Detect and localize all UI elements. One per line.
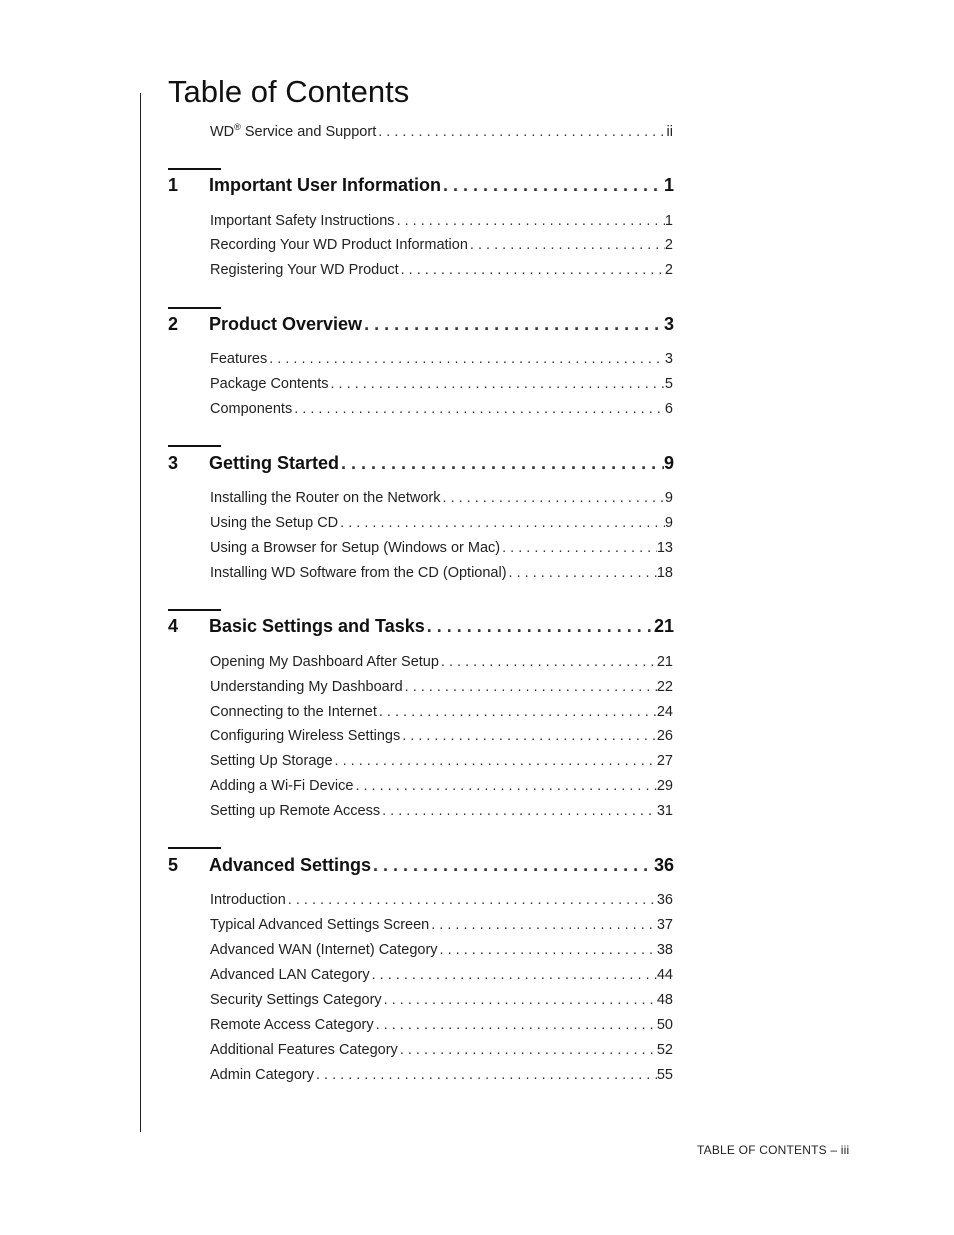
toc-entry[interactable] xyxy=(210,374,673,394)
dot-leader xyxy=(441,173,664,197)
toc-entry[interactable] xyxy=(210,915,673,935)
chapter-rule xyxy=(168,847,221,849)
dot-leader xyxy=(382,990,657,1010)
toc-entry-label: Admin Category xyxy=(210,1067,314,1083)
dot-leader xyxy=(500,538,657,558)
toc-entry[interactable] xyxy=(210,776,673,796)
dot-leader xyxy=(380,801,657,821)
toc-page-number: 37 xyxy=(656,917,673,933)
dot-leader xyxy=(362,312,664,336)
toc-chapter-5[interactable] xyxy=(168,853,674,877)
toc-entry[interactable] xyxy=(210,260,673,280)
toc-page-number: 6 xyxy=(664,401,673,417)
dot-leader xyxy=(371,853,654,877)
dot-leader xyxy=(267,349,665,369)
toc-page-number: 48 xyxy=(656,992,673,1008)
dot-leader xyxy=(333,751,657,771)
toc-page-number: 21 xyxy=(656,654,673,670)
toc-chapter-4[interactable] xyxy=(168,614,674,638)
toc-entry[interactable] xyxy=(210,652,673,672)
toc-page-number: 9 xyxy=(664,490,673,506)
dot-leader xyxy=(468,235,665,255)
toc-page-number: 1 xyxy=(664,213,673,229)
toc-entry[interactable] xyxy=(210,702,673,722)
toc-chapter-3[interactable] xyxy=(168,451,674,475)
toc-entry[interactable] xyxy=(210,965,673,985)
toc-entry-label: WD® Service and Support xyxy=(210,122,377,140)
page-footer: TABLE OF CONTENTS – iii xyxy=(697,1143,850,1157)
page-title: Table of Contents xyxy=(168,74,410,109)
toc-entry-label: Installing the Router on the Network xyxy=(210,490,441,506)
toc-page-number: 36 xyxy=(656,892,673,908)
toc-page-number: 52 xyxy=(656,1042,673,1058)
chapter-rule xyxy=(168,445,221,447)
toc-entry-label: Using a Browser for Setup (Windows or Mac) xyxy=(210,540,501,556)
dot-leader xyxy=(403,677,657,697)
toc-page-number: 55 xyxy=(656,1067,673,1083)
toc-entry-label: Security Settings Category xyxy=(210,992,382,1008)
dot-leader xyxy=(395,211,665,231)
toc-entry-label: Adding a Wi-Fi Device xyxy=(210,778,354,794)
toc-entry[interactable] xyxy=(210,890,673,910)
toc-entry[interactable] xyxy=(210,940,673,960)
toc-page-number: 3 xyxy=(664,351,673,367)
toc-page-number: 13 xyxy=(656,540,673,556)
toc-entry[interactable] xyxy=(210,563,673,583)
toc-page-number: 9 xyxy=(664,515,673,531)
dot-leader xyxy=(353,776,656,796)
toc-entry[interactable] xyxy=(210,538,673,558)
toc-entry-label: Connecting to the Internet xyxy=(210,704,377,720)
chapter-page-number: 21 xyxy=(653,616,674,636)
toc-entry-label: Remote Access Category xyxy=(210,1017,374,1033)
toc-entry-label: Setting up Remote Access xyxy=(210,803,381,819)
toc-page-number: 44 xyxy=(656,967,673,983)
dot-leader xyxy=(329,374,665,394)
toc-entry-label: Configuring Wireless Settings xyxy=(210,728,401,744)
toc-page-number: 24 xyxy=(656,704,673,720)
toc-entry[interactable] xyxy=(210,349,673,369)
toc-chapter-2[interactable] xyxy=(168,312,674,336)
dot-leader xyxy=(399,260,665,280)
toc-entry[interactable] xyxy=(210,513,673,533)
dot-leader xyxy=(400,726,657,746)
toc-entry-label: Additional Features Category xyxy=(210,1042,398,1058)
toc-page-number: 2 xyxy=(664,262,673,278)
toc-page-number: 2 xyxy=(664,237,673,253)
toc-page-number: 18 xyxy=(656,565,673,581)
toc-page-number: 22 xyxy=(656,679,673,695)
toc-entry-label: Components xyxy=(210,401,293,417)
dot-leader xyxy=(439,652,657,672)
toc-entry[interactable] xyxy=(210,990,673,1010)
toc-entry-label: Using the Setup CD xyxy=(210,515,339,531)
chapter-page-number: 9 xyxy=(663,453,674,473)
dot-leader xyxy=(438,940,657,960)
chapter-number: 4 xyxy=(168,616,179,636)
dot-leader xyxy=(370,965,657,985)
dot-leader xyxy=(374,1015,657,1035)
chapter-number: 3 xyxy=(168,453,179,473)
chapter-page-number: 3 xyxy=(663,314,674,334)
toc-entry-label: Recording Your WD Product Information xyxy=(210,237,468,253)
toc-entry-label: Introduction xyxy=(210,892,286,908)
chapter-rule xyxy=(168,307,221,309)
registered-mark: ® xyxy=(234,122,241,132)
toc-entry-label: Important Safety Instructions xyxy=(210,213,395,229)
chapter-number: 1 xyxy=(168,175,179,195)
toc-entry[interactable] xyxy=(210,1040,673,1060)
dot-leader xyxy=(425,614,654,638)
toc-entry[interactable] xyxy=(210,801,673,821)
dot-leader xyxy=(376,122,666,142)
toc-page-number: 31 xyxy=(656,803,673,819)
toc-entry-label: Opening My Dashboard After Setup xyxy=(210,654,439,670)
toc-entry-label: Registering Your WD Product xyxy=(210,262,399,278)
toc-page-number: ii xyxy=(666,124,673,140)
dot-leader xyxy=(441,488,665,508)
toc-entry[interactable] xyxy=(210,235,673,255)
toc-entry-label: Package Contents xyxy=(210,376,329,392)
toc-entry-label: Installing WD Software from the CD (Optional) xyxy=(210,565,507,581)
toc-entry[interactable] xyxy=(210,677,673,697)
dot-leader xyxy=(314,1065,657,1085)
toc-page-number: 26 xyxy=(656,728,673,744)
dot-leader xyxy=(286,890,657,910)
chapter-title: Basic Settings and Tasks xyxy=(209,616,425,636)
dot-leader xyxy=(292,399,665,419)
toc-entry[interactable] xyxy=(210,399,673,419)
dot-leader xyxy=(398,1040,657,1060)
chapter-title: Getting Started xyxy=(209,453,340,473)
toc-page-number: 27 xyxy=(656,753,673,769)
chapter-page-number: 36 xyxy=(653,855,674,875)
chapter-title: Important User Information xyxy=(209,175,442,195)
dot-leader xyxy=(429,915,657,935)
toc-entry[interactable] xyxy=(210,751,673,771)
toc-page-number: 29 xyxy=(656,778,673,794)
chapter-page-number: 1 xyxy=(663,175,674,195)
dot-leader xyxy=(338,513,665,533)
toc-page-number: 50 xyxy=(656,1017,673,1033)
chapter-title: Product Overview xyxy=(209,314,363,334)
chapter-number: 5 xyxy=(168,855,179,875)
dot-leader xyxy=(339,451,664,475)
toc-entry[interactable] xyxy=(210,211,673,231)
dot-leader xyxy=(377,702,657,722)
toc-page-number: 38 xyxy=(656,942,673,958)
toc-entry[interactable] xyxy=(210,488,673,508)
chapter-rule xyxy=(168,609,221,611)
toc-entry-label: Features xyxy=(210,351,268,367)
toc-entry-label: Advanced LAN Category xyxy=(210,967,370,983)
toc-entry-label: Setting Up Storage xyxy=(210,753,333,769)
toc-entry[interactable] xyxy=(210,1015,673,1035)
chapter-number: 2 xyxy=(168,314,179,334)
dot-leader xyxy=(507,563,657,583)
toc-page-number: 5 xyxy=(664,376,673,392)
chapter-title: Advanced Settings xyxy=(209,855,372,875)
toc-entry[interactable] xyxy=(210,726,673,746)
margin-rule xyxy=(140,93,141,1132)
toc-entry-service-support[interactable] xyxy=(210,122,673,142)
toc-chapter-1[interactable] xyxy=(168,173,674,197)
toc-entry-label: Advanced WAN (Internet) Category xyxy=(210,942,438,958)
toc-entry-label: Typical Advanced Settings Screen xyxy=(210,917,430,933)
toc-entry-label: Understanding My Dashboard xyxy=(210,679,403,695)
chapter-rule xyxy=(168,168,221,170)
toc-entry[interactable] xyxy=(210,1065,673,1085)
